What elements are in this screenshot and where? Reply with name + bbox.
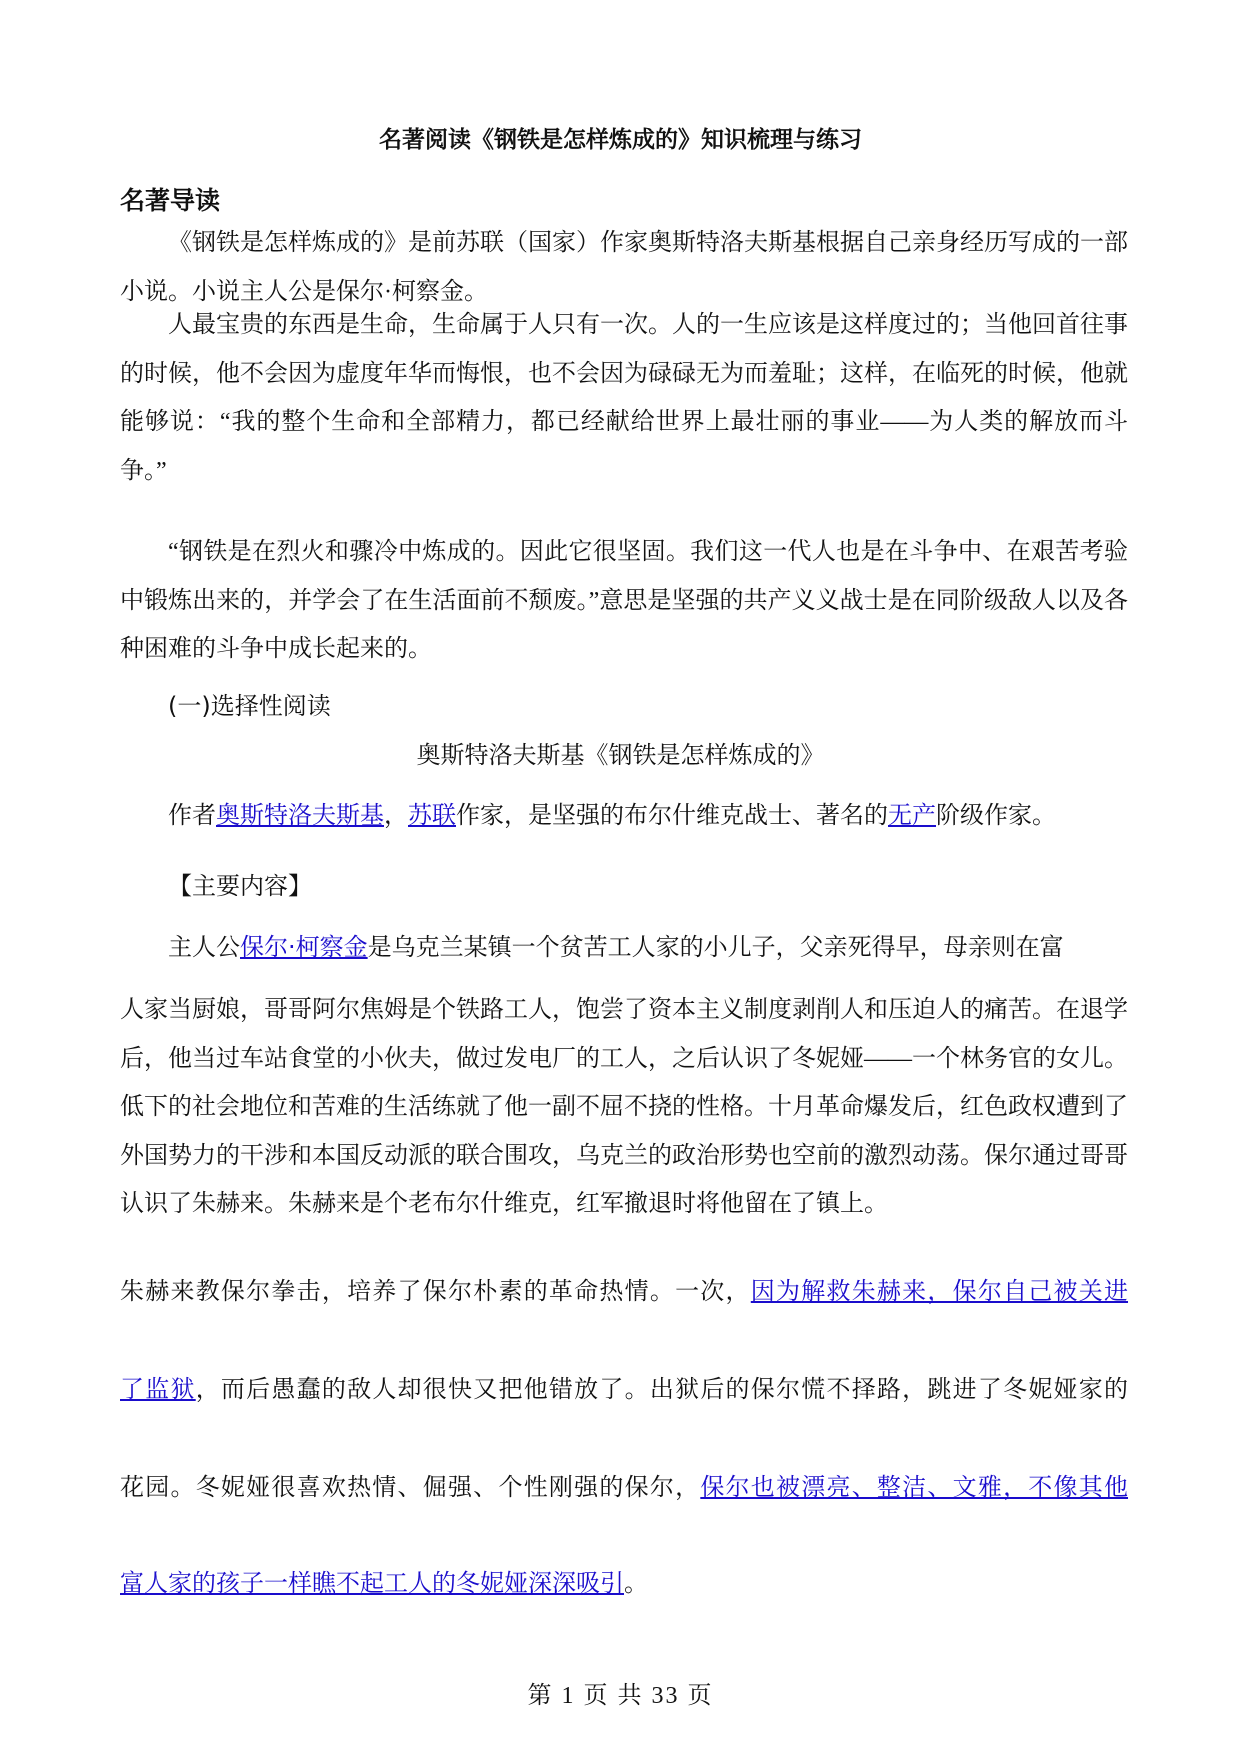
subtitle: 奥斯特洛夫斯基《钢铁是怎样炼成的》 — [416, 741, 825, 769]
content-text: 。 — [624, 1571, 648, 1597]
content-line-1 — [168, 927, 1064, 962]
author-line — [168, 795, 1056, 830]
author-text-1: 作者 — [168, 803, 216, 829]
protagonist-link[interactable]: 保尔·柯察金 — [240, 933, 368, 961]
rescue-link[interactable]: 因为解救朱赫来，保尔自己被关进 — [750, 1277, 1129, 1305]
proletarian-link[interactable]: 无产 — [888, 801, 936, 829]
intro-paragraph-1: 《钢铁是怎样炼成的》是前苏联（国家）作家奥斯特洛夫斯基根据自己亲身经历写成的一部小说。小说主人公是保尔·柯察金。 — [120, 230, 1128, 305]
author-link[interactable]: 奥斯特洛夫斯基 — [216, 801, 384, 829]
section-heading: 名著导读 — [120, 186, 221, 215]
content-text: 朱赫来教保尔拳击，培养了保尔朴素的革命热情。一次， — [120, 1279, 751, 1305]
content-paragraph: 人家当厨娘，哥哥阿尔焦姆是个铁路工人，饱尝了资本主义制度剥削人和压迫人的痛苦。在退学后，他当过车站食堂的小伙夫，做过发电厂的工人，之后认识了冬妮娅——一个林务官的女儿。低下的社会地位和苦难的生活练就了他一副不屈不挠的性格。十月革命爆发后，红色政权遭到了外国势力的干涉和本国反动派的联合围攻，乌克兰的政治形势也空前的激烈动荡。保尔通过哥哥认识了朱赫来。朱赫来是个老布尔什维克，红军撤退时将他留在了镇上。 — [120, 997, 1128, 1217]
main-content-label: 【主要内容】 — [168, 872, 312, 900]
author-text-2: ， — [384, 803, 408, 829]
content-text: 花园。冬妮娅很喜欢热情、倔强、个性刚强的保尔， — [120, 1475, 701, 1501]
author-text-3: 作家，是坚强的布尔什维克战士、著名的 — [456, 803, 888, 829]
content-text: ，而后愚蠢的敌人却很快又把他错放了。出狱后的保尔慌不择路，跳进了冬妮娅家的 — [195, 1377, 1129, 1403]
document-title: 名著阅读《钢铁是怎样炼成的》知识梳理与练习 — [379, 127, 862, 153]
content-line-3 — [120, 1271, 1128, 1306]
attraction-link-continued[interactable]: 富人家的孩子一样瞧不起工人的冬妮娅深深吸引 — [120, 1569, 624, 1597]
subsection-label: (一)选择性阅读 — [168, 692, 331, 720]
content-text: 是乌克兰某镇一个贫苦工人家的小儿子，父亲死得早，母亲则在富 — [367, 935, 1064, 961]
content-text: 主人公 — [168, 935, 240, 961]
author-text-4: 阶级作家。 — [936, 803, 1056, 829]
prison-link[interactable]: 了监狱 — [120, 1375, 196, 1403]
country-link[interactable]: 苏联 — [408, 801, 456, 829]
attraction-link[interactable]: 保尔也被漂亮、整洁、文雅，不像其他 — [700, 1473, 1129, 1501]
intro-paragraph-2: 人最宝贵的东西是生命，生命属于人只有一次。人的一生应该是这样度过的；当他回首往事的时候，他不会因为虚度年华而悔恨，也不会因为碌碌无为而羞耻；这样，在临死的时候，他就能够说：“我的整个生命和全部精力，都已经献给世界上最壮丽的事业——为人类的解放而斗争。” — [120, 312, 1128, 484]
page-footer: 第 1 页 共 33 页 — [527, 1683, 714, 1709]
content-line-4 — [120, 1369, 1128, 1404]
intro-paragraph-3: “钢铁是在烈火和骤冷中炼成的。因此它很坚固。我们这一代人也是在斗争中、在艰苦考验中锻炼出来的，并学会了在生活面前不颓废。”意思是坚强的共产义义战士是在同阶级敌人以及各种困难的斗争中成长起来的。 — [120, 539, 1128, 662]
content-line-5 — [120, 1467, 1128, 1502]
content-line-6 — [120, 1563, 1128, 1598]
